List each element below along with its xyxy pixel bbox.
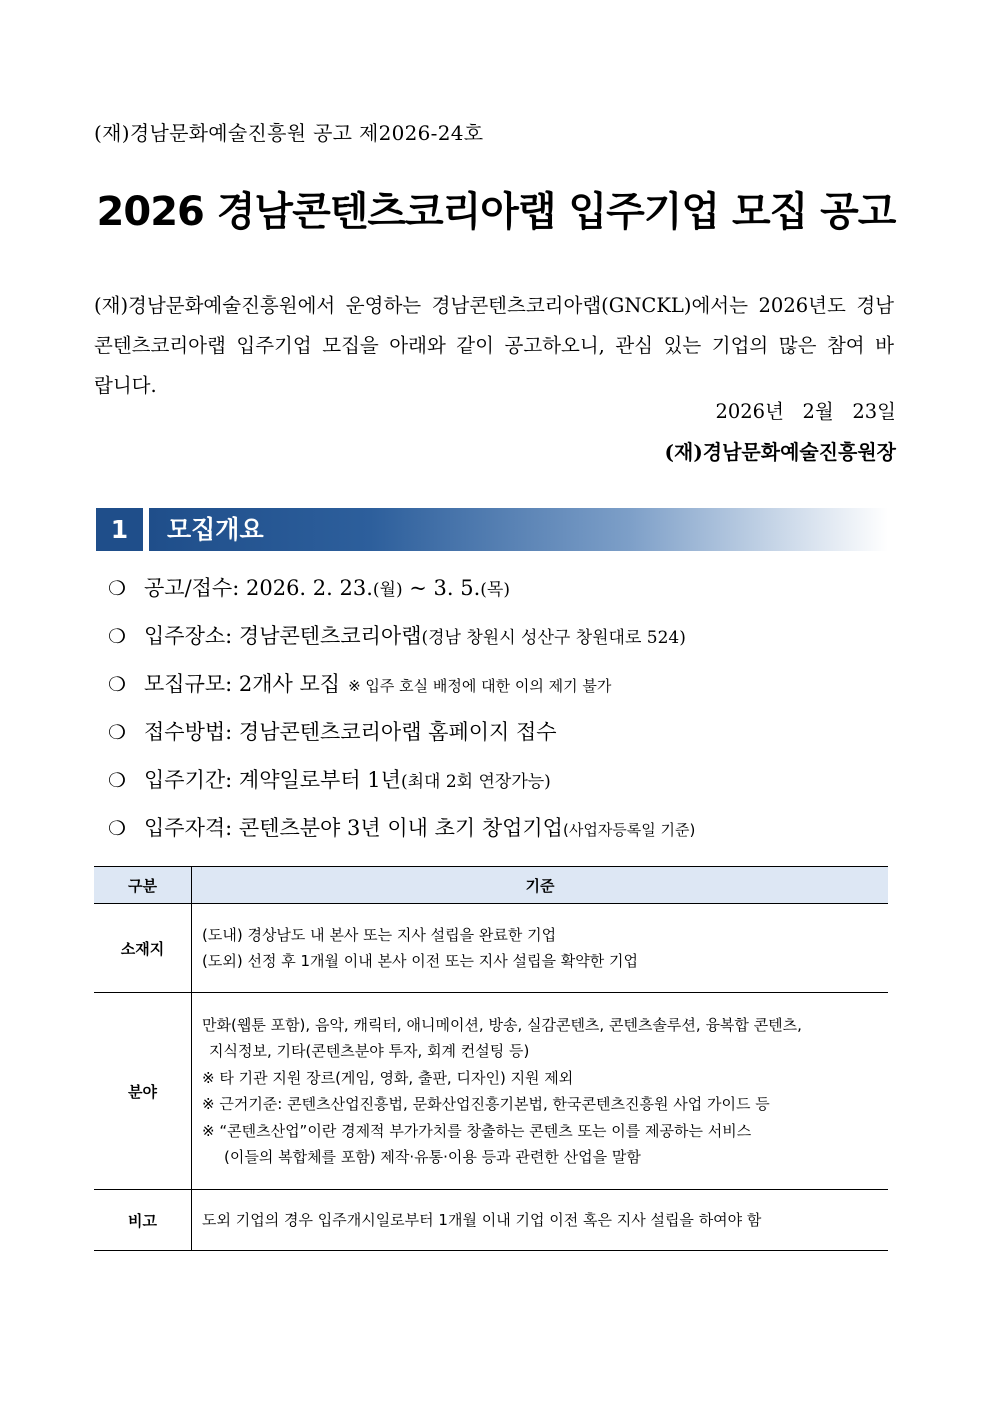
- criteria-table: [94, 866, 888, 1251]
- location-label: 입주장소:: [144, 624, 239, 648]
- criteria-line: 만화(웹툰 포함), 음악, 캐릭터, 애니메이션, 방송, 실감콘텐츠, 콘텐츠솔루션, 융복합 콘텐츠,: [202, 1015, 802, 1034]
- method-value: 경남콘텐츠코리아랩 홈페이지 접수: [238, 720, 557, 744]
- table-row: [94, 904, 888, 993]
- criteria-line: ※ 근거기준: 콘텐츠산업진흥법, 문화산업진흥기본법, 한국콘텐츠진흥원 사업 가이드 등: [202, 1095, 770, 1113]
- table-row: [94, 993, 888, 1190]
- term-value: 계약일로부터 1년: [238, 768, 401, 792]
- period-start-day: (월): [372, 580, 403, 600]
- section-header: [96, 508, 888, 551]
- location-value: 경남콘텐츠코리아랩: [238, 624, 422, 648]
- circle-bullet-icon: ❍: [108, 720, 126, 744]
- criteria-line: (도외) 선정 후 1개월 이내 본사 이전 또는 지사 설립을 확약한 기업: [202, 952, 638, 970]
- qualification-label: 입주자격:: [144, 816, 239, 840]
- notice-number: (재)경남문화예술진흥원 공고 제2026-24호: [94, 121, 484, 145]
- period-end-day: (목): [480, 580, 510, 600]
- method-label: 접수방법:: [144, 720, 239, 744]
- period-start: 2026. 2. 23.: [245, 576, 373, 600]
- table-row: [94, 1190, 888, 1251]
- page-title: 2026 경남콘텐츠코리아랩 입주기업 모집 공고: [96, 189, 896, 235]
- period-end: ~ 3. 5.: [402, 576, 481, 600]
- circle-bullet-icon: ❍: [108, 624, 126, 648]
- field-criteria: [192, 993, 889, 1190]
- intro-paragraph: (재)경남문화예술진흥원에서 운영하는 경남콘텐츠코리아랩(GNCKL)에서는 2026년도 경남콘텐츠코리아랩 입주기업 모집을 아래와 같이 공고하오니, 관심 있는 기업의 많은 참여 바랍니다.: [94, 294, 894, 397]
- circle-bullet-icon: ❍: [108, 576, 126, 600]
- section-title: 모집개요: [167, 515, 264, 544]
- table-header-row: [94, 867, 888, 904]
- scale-label: 모집규모:: [144, 672, 239, 696]
- list-item-location: [108, 616, 888, 664]
- overview-list: [108, 568, 888, 856]
- criteria-line: (이들의 복합체를 포함) 제작·유통·이용 등과 관련한 산업을 말함: [224, 1148, 641, 1166]
- circle-bullet-icon: ❍: [108, 768, 126, 792]
- list-item-qualification: [108, 808, 888, 856]
- criteria-line: ※ “콘텐츠산업”이란 경제적 부가가치를 창출하는 콘텐츠 또는 이를 제공하는 서비스: [202, 1121, 752, 1140]
- list-item-method: [108, 712, 888, 760]
- column-header-category: 구분: [94, 867, 192, 904]
- location-address: (경남 창원시 성산구 창원대로 524): [421, 628, 686, 648]
- circle-bullet-icon: ❍: [108, 672, 126, 696]
- location-criteria: [192, 904, 889, 993]
- criteria-line: (도내) 경상남도 내 본사 또는 지사 설립을 완료한 기업: [202, 925, 557, 944]
- qualification-value: 콘텐츠분야 3년 이내 초기 창업기업: [238, 816, 563, 840]
- period-label: 공고/접수:: [144, 576, 246, 600]
- qualification-note: (사업자등록일 기준): [562, 821, 696, 839]
- column-header-criteria: 기준: [192, 867, 889, 904]
- section-number: 1: [96, 508, 143, 551]
- scale-value: 2개사 모집: [238, 672, 341, 696]
- term-label: 입주기간:: [144, 768, 239, 792]
- row-label-remark: 비고: [94, 1190, 192, 1251]
- list-item-scale: [108, 664, 888, 712]
- issue-date: 2026년 2월 23일: [715, 400, 896, 423]
- row-label-location: 소재지: [94, 904, 192, 993]
- criteria-line: 지식정보, 기타(콘텐츠분야 투자, 회계 컨설팅 등): [209, 1042, 530, 1060]
- criteria-line: ※ 타 기관 지원 장르(게임, 영화, 출판, 디자인) 지원 제외: [202, 1068, 574, 1087]
- list-item-period: [108, 568, 888, 616]
- section-title-bar: [149, 508, 888, 551]
- list-item-term: [108, 760, 888, 808]
- scale-note: ※ 입주 호실 배정에 대한 이의 제기 불가: [348, 677, 612, 695]
- row-label-field: 분야: [94, 993, 192, 1190]
- remark-text: 도외 기업의 경우 입주개시일로부터 1개월 이내 기업 이전 혹은 지사 설립을 하여야 함: [192, 1190, 889, 1251]
- issuer-name: (재)경남문화예술진흥원장: [664, 440, 896, 464]
- term-extra: (최대 2회 연장가능): [400, 772, 551, 792]
- circle-bullet-icon: ❍: [108, 816, 126, 840]
